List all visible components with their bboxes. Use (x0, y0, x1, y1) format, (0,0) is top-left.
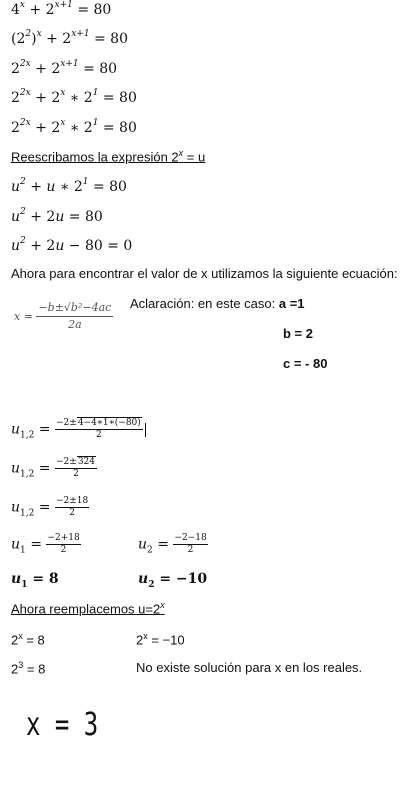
step-5: $2^{2x} + 2^x$ ∗ $2^1 = 80$ (11, 118, 137, 136)
quad-1: $u^2 + u$ ∗ $2^1 = 80$ (11, 177, 127, 195)
solution-2: $u_{1,2}$ = $\frac{-2\pm 324}{2}$ (11, 457, 95, 480)
quadratic-formula: x = $\frac{\text{−b±√b²−4ac}}{2a}$ (14, 301, 112, 331)
solution-3: $u_{1,2}$ = $\frac{-2\pm 18}{2}$ (11, 496, 89, 519)
text-cursor (145, 423, 146, 437)
final-b2: No existe solución para x en los reales. (136, 660, 363, 675)
clarification: Aclaración: en este caso: a =1 (130, 296, 305, 311)
coef-c: c = - 80 (283, 356, 328, 371)
final-b1: $2^x = -10$ (136, 631, 185, 648)
quad-3: $u^2 + 2u - 80 = 0$ (11, 236, 133, 254)
final-answer: x = 3 (26, 705, 99, 743)
coef-b: b = 2 (283, 326, 313, 341)
solution-u2: $u_2$ = $\frac{-2-18}{2}$ (138, 533, 207, 556)
final-a1: $2^x = 8$ (11, 631, 45, 648)
solution-u1: $u_1$ = $\frac{-2+18}{2}$ (11, 533, 80, 556)
step-3: $2^{2x} + 2^{x+1} = 80$ (11, 59, 118, 77)
step-4: $2^{2x} + 2^x$ ∗ $2^1 = 80$ (11, 88, 137, 106)
step-1: $4^x + 2^{x+1} = 80$ (11, 0, 112, 18)
result-u2: $u_2 = -10$ (138, 571, 208, 590)
quad-2: $u^2 + 2u = 80$ (11, 207, 103, 225)
rewrite-heading: Reescribamos la expresión $2^x = u$ (11, 148, 206, 165)
final-a2: $2^3 = 8$ (11, 660, 46, 677)
step-2: $(2^2)^x + 2^{x+1} = 80$ (11, 29, 128, 47)
replace-heading: Ahora reemplacemos $u=2^x$ (11, 600, 165, 617)
solution-1: $u_{1,2}$ = $\frac{-2\pm 4-4∗1∗(-80)}{2}$ (11, 418, 146, 441)
result-u1: $u_1 = 8$ (11, 571, 59, 590)
intro-formula: Ahora para encontrar el valor de x utilizamos la siguiente ecuación: (11, 266, 398, 281)
